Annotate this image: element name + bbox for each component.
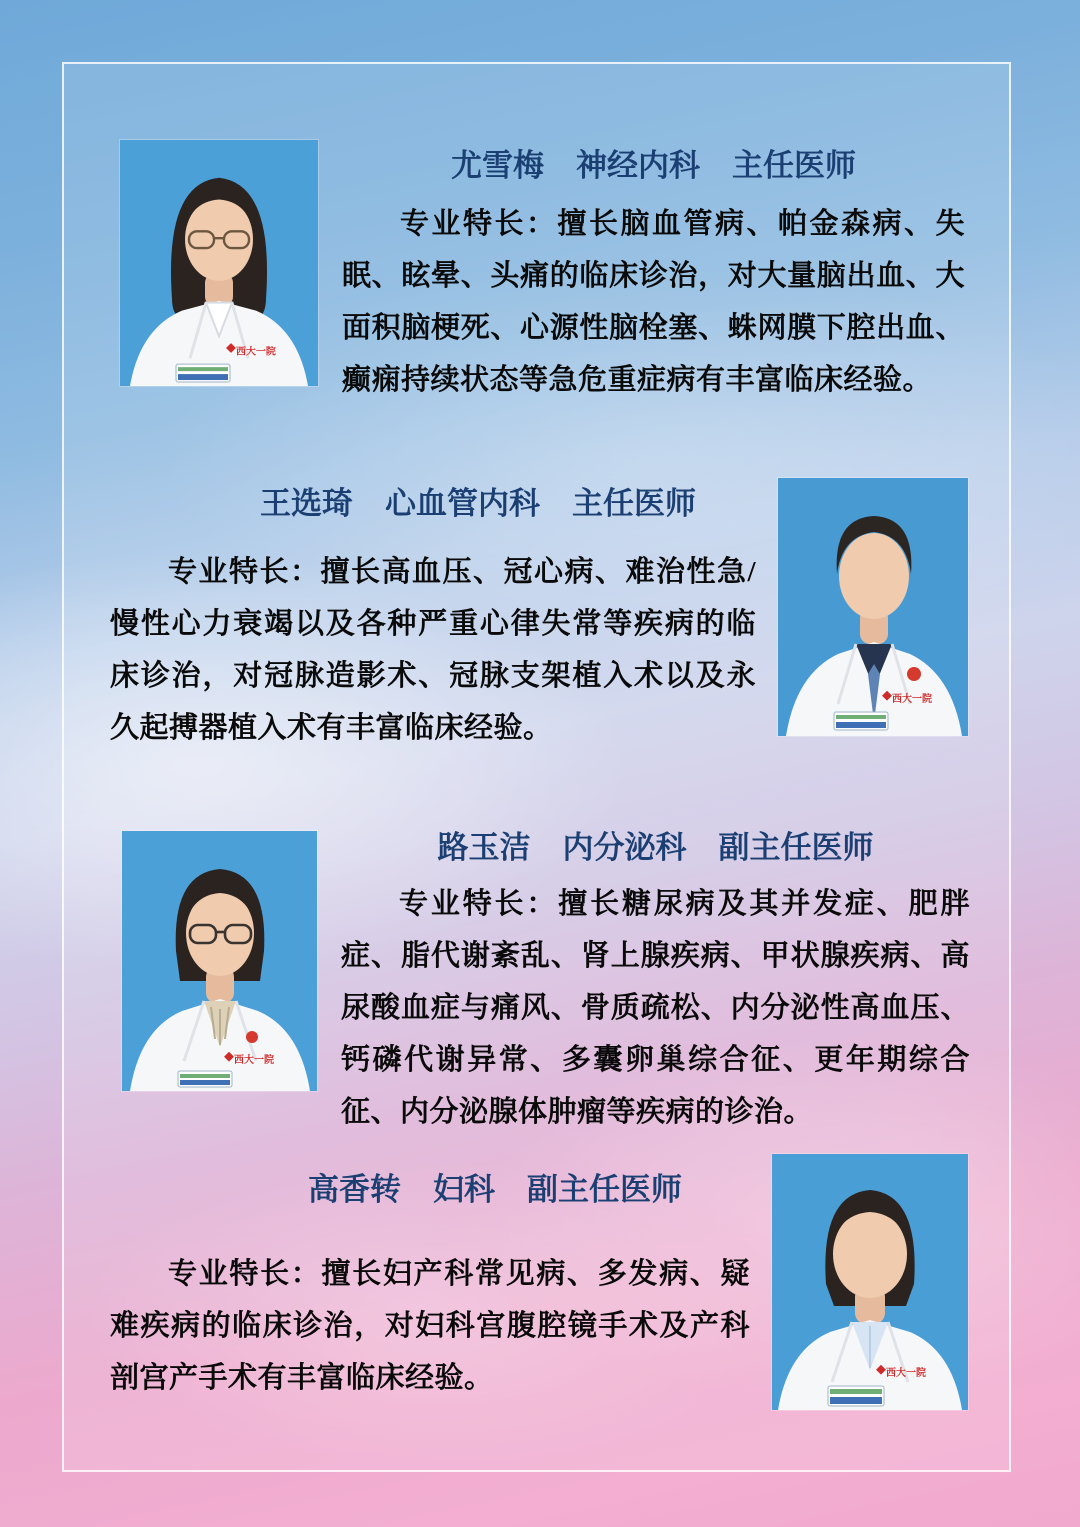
doctor-specialty-4: 专业特长：擅长妇产科常见病、多发病、疑难疾病的临床诊治，对妇科宫腹腔镜手术及产科剖宫产手术有丰富临床经验。 <box>110 1257 750 1394</box>
doctor-title: 主任医师 <box>732 148 856 183</box>
doctor-title: 副主任医师 <box>718 830 874 865</box>
doctor-heading-1 <box>342 148 965 184</box>
doctor-profile-3 <box>122 826 970 1138</box>
doctor-heading-3 <box>341 830 970 866</box>
name-badge <box>828 1386 884 1406</box>
party-badge <box>246 1031 258 1043</box>
name-badge <box>834 712 888 730</box>
name-badge <box>176 364 230 382</box>
doctor-department: 妇科 <box>433 1172 495 1207</box>
doctor-specialty-2: 专业特长：擅长高血压、冠心病、难治性急/慢性心力衰竭以及各种严重心律失常等疾病的临床诊治，对冠脉造影术、冠脉支架植入术以及永久起搏器植入术有丰富临床经验。 <box>110 555 756 744</box>
doctor-profile-2 <box>110 478 968 754</box>
hospital-logo-text: 西大一院 <box>886 1368 926 1379</box>
doctor-department: 心血管内科 <box>385 486 540 521</box>
doctor-profile-1 <box>120 140 965 406</box>
doctor-name: 尤雪梅 <box>451 148 544 183</box>
doctor-photo-2 <box>778 478 968 736</box>
doctor-name: 王选琦 <box>260 486 353 521</box>
doctor-name: 路玉洁 <box>437 830 531 865</box>
doctor-photo-1 <box>120 140 318 386</box>
doctor-heading-4 <box>110 1172 750 1208</box>
doctor-photo-4 <box>772 1154 968 1410</box>
hospital-logo-text: 西大一院 <box>892 694 932 705</box>
hospital-logo-text: 西大一院 <box>234 1055 274 1066</box>
doctor-specialty-3: 专业特长：擅长糖尿病及其并发症、肥胖症、脂代谢紊乱、肾上腺疾病、甲状腺疾病、高尿酸血症与痛风、骨质疏松、内分泌性高血压、钙磷代谢异常、多囊卵巢综合征、更年期综合征、内分泌腺体肿瘤等疾病的诊治。 <box>341 887 970 1128</box>
doctor-heading-2 <box>110 486 756 522</box>
doctor-name: 高香转 <box>308 1172 401 1207</box>
party-badge <box>907 667 921 681</box>
doctor-department: 内分泌科 <box>562 830 687 865</box>
name-badge <box>178 1071 232 1087</box>
doctor-specialty-1: 专业特长：擅长脑血管病、帕金森病、失眠、眩晕、头痛的临床诊治，对大量脑出血、大面积脑梗死、心源性脑栓塞、蛛网膜下腔出血、癫痫持续状态等急危重症病有丰富临床经验。 <box>342 207 965 396</box>
hospital-logo-text: 西大一院 <box>236 346 276 358</box>
doctor-title: 主任医师 <box>572 486 696 521</box>
doctor-photo-3 <box>122 831 317 1091</box>
doctor-profile-4 <box>110 1150 968 1410</box>
doctor-title: 副主任医师 <box>527 1172 682 1207</box>
doctor-department: 神经内科 <box>576 148 700 183</box>
